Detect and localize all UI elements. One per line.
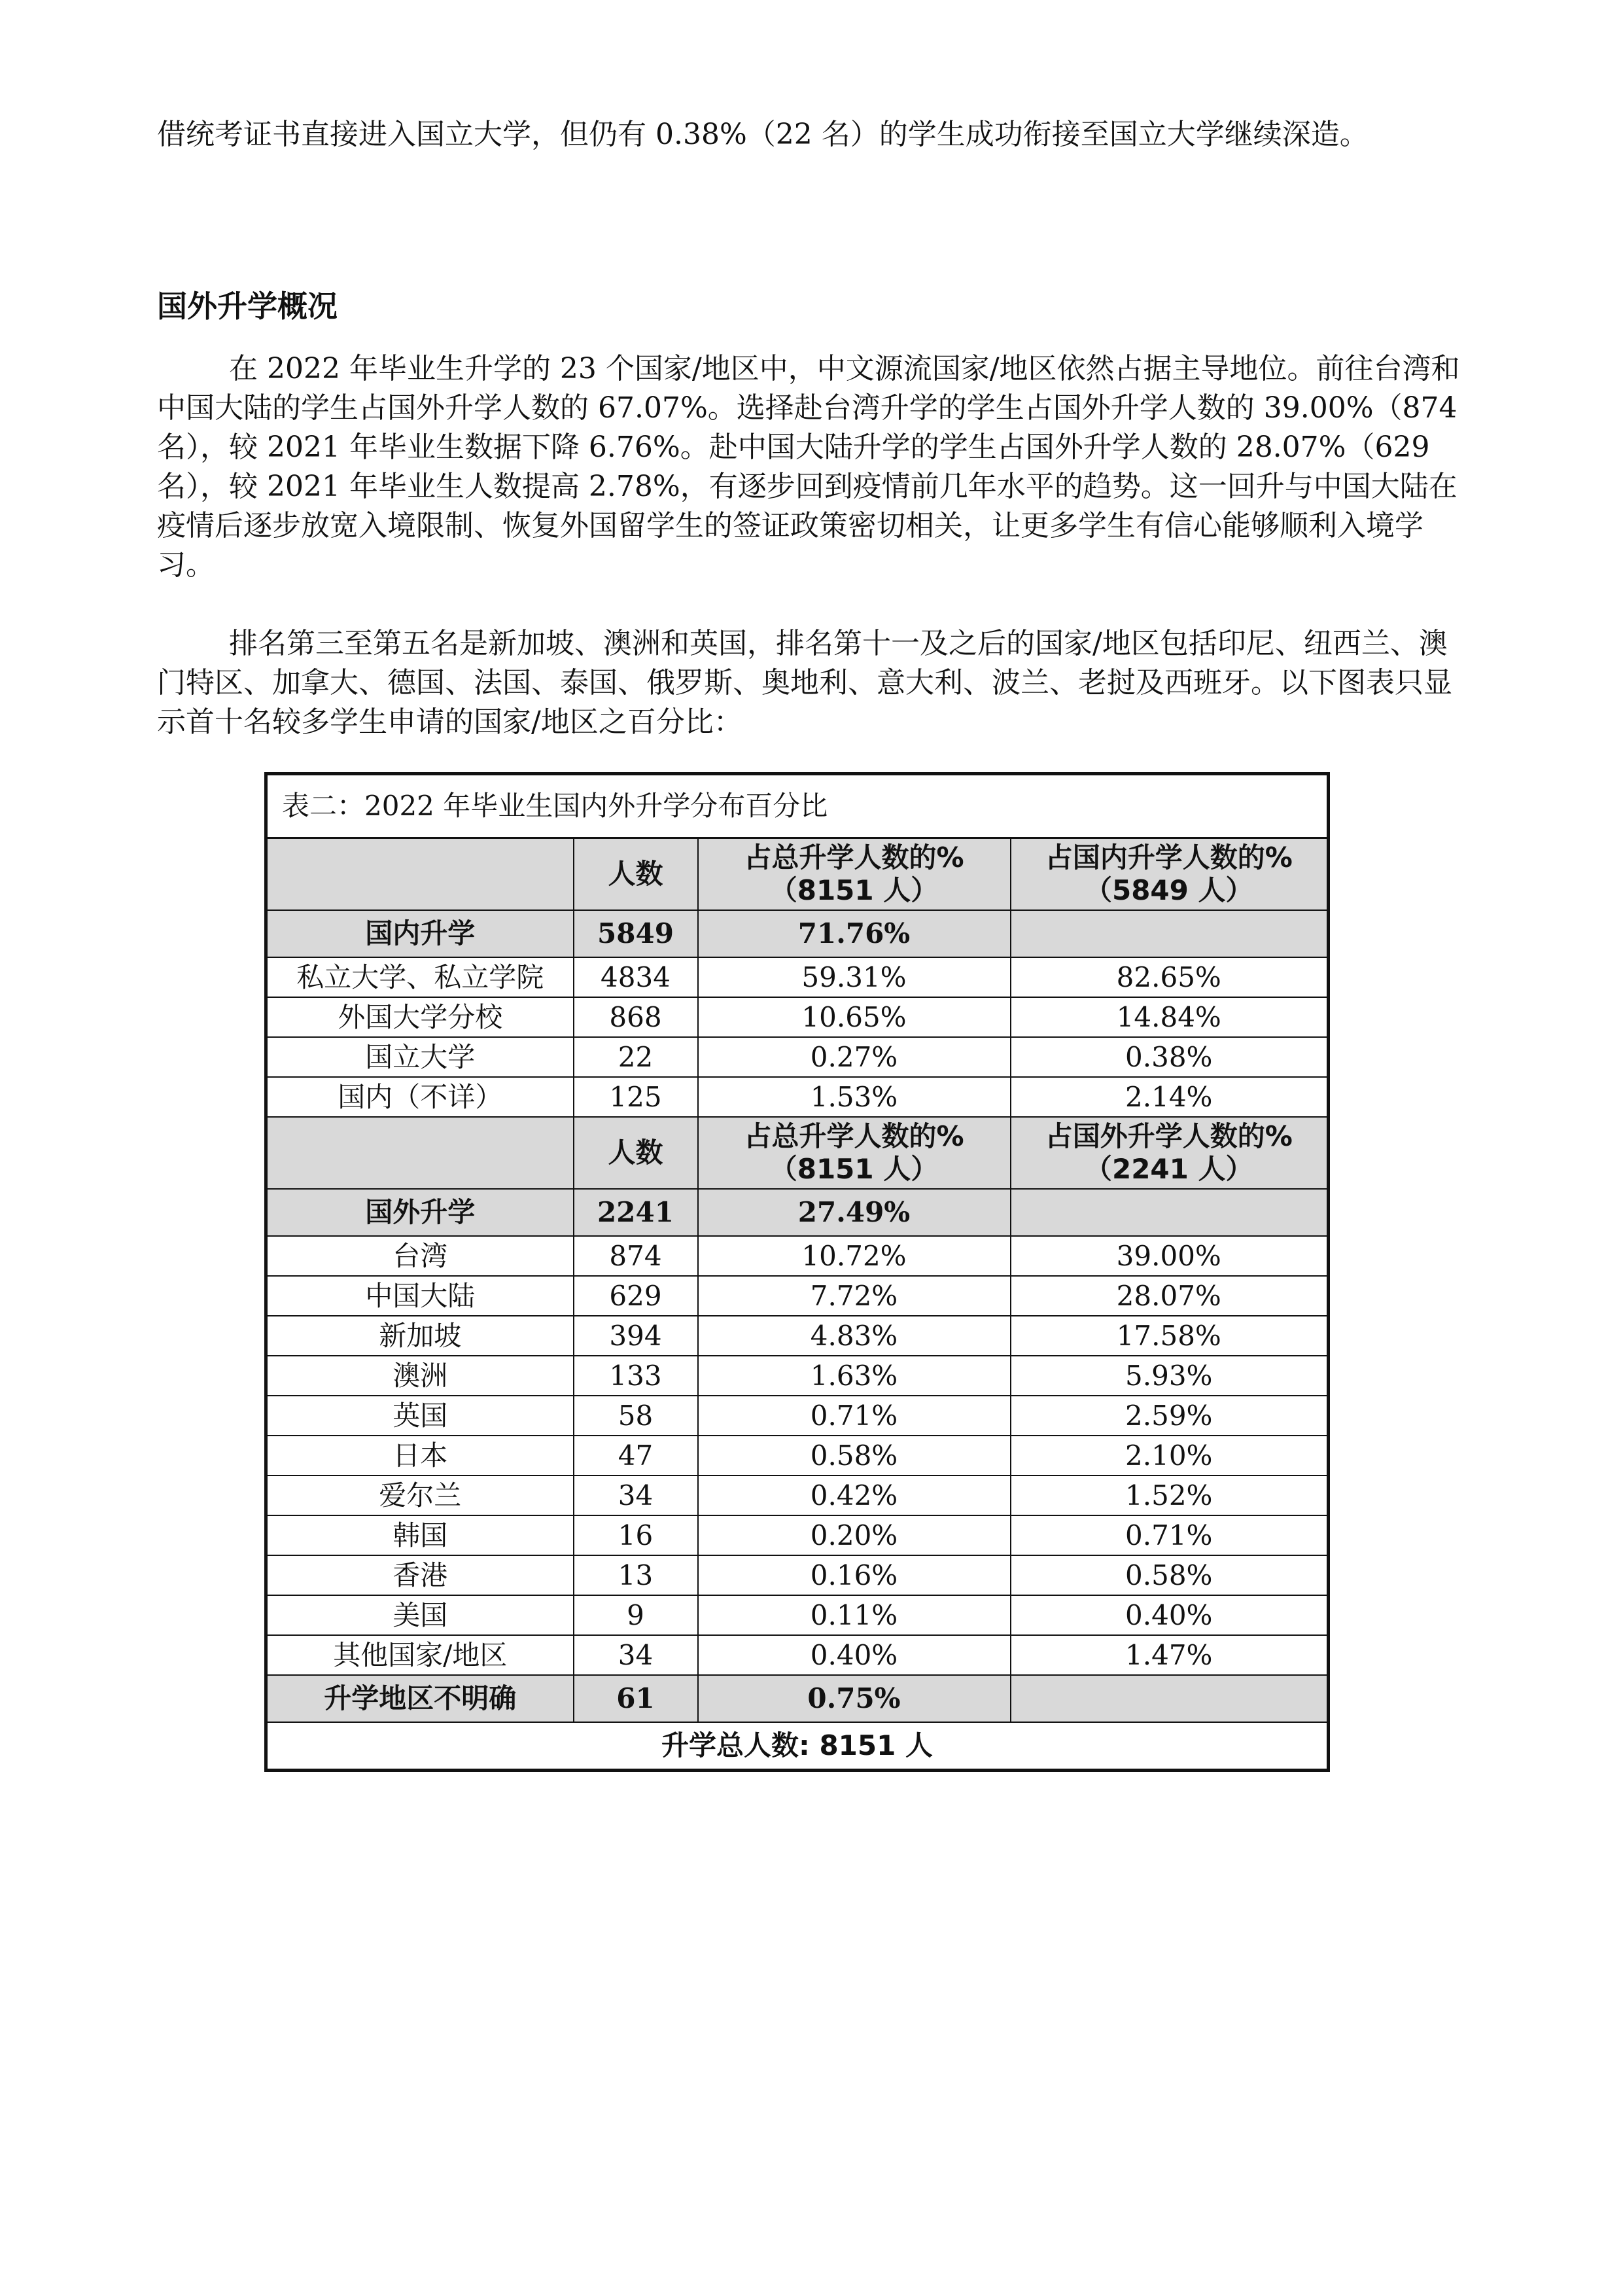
row-pct-group: 1.47% bbox=[1011, 1635, 1329, 1675]
row-count: 125 bbox=[574, 1077, 698, 1117]
header-pct-total-line2: （8151 人） bbox=[769, 1153, 939, 1185]
table-row bbox=[266, 1396, 1329, 1436]
header-pct-total bbox=[698, 838, 1011, 911]
row-pct-total: 0.71% bbox=[698, 1396, 1011, 1436]
header-pct-total bbox=[698, 1117, 1011, 1189]
unknown-group-row bbox=[266, 1675, 1329, 1722]
table-row bbox=[266, 1077, 1329, 1117]
group-pct-total: 71.76% bbox=[698, 910, 1011, 957]
row-label: 私立大学、私立学院 bbox=[266, 957, 574, 997]
table-row bbox=[266, 1236, 1329, 1276]
row-count: 629 bbox=[574, 1276, 698, 1316]
row-count: 394 bbox=[574, 1316, 698, 1356]
group-pct-group bbox=[1011, 1675, 1329, 1722]
row-label: 日本 bbox=[266, 1436, 574, 1475]
table-caption: 表二：2022 年毕业生国内外升学分布百分比 bbox=[266, 774, 1329, 838]
ranking-paragraph: 排名第三至第五名是新加坡、澳洲和英国，排名第十一及之后的国家/地区包括印尼、纽西兰、澳门特区、加拿大、德国、法国、泰国、俄罗斯、奥地利、意大利、波兰、老挝及西班牙。以下图表只显示首十名较多学生申请的国家/地区之百分比： bbox=[157, 627, 1452, 739]
row-pct-group: 0.38% bbox=[1011, 1037, 1329, 1077]
row-pct-total: 0.42% bbox=[698, 1475, 1011, 1515]
row-pct-total: 0.40% bbox=[698, 1635, 1011, 1675]
row-pct-group: 2.10% bbox=[1011, 1436, 1329, 1475]
row-label: 美国 bbox=[266, 1595, 574, 1635]
header-pct-group-line1: 占国外升学人数的% bbox=[1045, 1120, 1293, 1152]
row-label: 澳洲 bbox=[266, 1356, 574, 1396]
foreign-header-row bbox=[266, 1117, 1329, 1189]
group-count: 61 bbox=[574, 1675, 698, 1722]
row-count: 22 bbox=[574, 1037, 698, 1077]
total-students: 升学总人数: 8151 人 bbox=[266, 1722, 1329, 1771]
group-label: 升学地区不明确 bbox=[266, 1675, 574, 1722]
row-pct-group: 0.40% bbox=[1011, 1595, 1329, 1635]
group-label: 国内升学 bbox=[266, 910, 574, 957]
row-pct-total: 1.63% bbox=[698, 1356, 1011, 1396]
row-count: 13 bbox=[574, 1555, 698, 1595]
row-pct-group: 28.07% bbox=[1011, 1276, 1329, 1316]
table-row bbox=[266, 1595, 1329, 1635]
row-label: 爱尔兰 bbox=[266, 1475, 574, 1515]
section-heading: 国外升学概况 bbox=[157, 289, 338, 324]
row-count: 47 bbox=[574, 1436, 698, 1475]
row-pct-group: 0.58% bbox=[1011, 1555, 1329, 1595]
row-label: 台湾 bbox=[266, 1236, 574, 1276]
row-label: 新加坡 bbox=[266, 1316, 574, 1356]
row-label: 国内（不详） bbox=[266, 1077, 574, 1117]
row-label: 中国大陆 bbox=[266, 1276, 574, 1316]
row-pct-group: 17.58% bbox=[1011, 1316, 1329, 1356]
row-pct-group: 2.14% bbox=[1011, 1077, 1329, 1117]
row-label: 韩国 bbox=[266, 1515, 574, 1555]
header-pct-group-line2: （5849 人） bbox=[1084, 874, 1253, 906]
domestic-group-row bbox=[266, 910, 1329, 957]
row-pct-total: 10.65% bbox=[698, 997, 1011, 1037]
header-count: 人数 bbox=[574, 1117, 698, 1189]
overview-paragraph: 在 2022 年毕业生升学的 23 个国家/地区中，中文源流国家/地区依然占据主导地位。前往台湾和中国大陆的学生占国外升学人数的 67.07%。选择赴台湾升学的学生占国外升学人数的 39.00%（874 名），较 2021 年毕业生数据下降 6.76%。赴中国大陆升学的学生占国外升学人数的 28.07%（629 名），较 2021 年毕业生人数提高 2.78%，有逐步回到疫情前几年水平的趋势。这一回升与中国大陆在疫情后逐步放宽入境限制、恢复外国留学生的签证政策密切相关，让更多学生有信心能够顺利入境学习。 bbox=[157, 352, 1460, 582]
header-blank-cell bbox=[266, 1117, 574, 1189]
row-pct-total: 0.58% bbox=[698, 1436, 1011, 1475]
header-pct-group bbox=[1011, 838, 1329, 911]
table-row bbox=[266, 1276, 1329, 1316]
row-count: 16 bbox=[574, 1515, 698, 1555]
table-row bbox=[266, 1475, 1329, 1515]
row-count: 4834 bbox=[574, 957, 698, 997]
row-pct-total: 10.72% bbox=[698, 1236, 1011, 1276]
header-pct-total-line1: 占总升学人数的% bbox=[744, 841, 964, 874]
header-pct-total-line2: （8151 人） bbox=[769, 874, 939, 906]
foreign-group-row bbox=[266, 1189, 1329, 1236]
row-count: 34 bbox=[574, 1635, 698, 1675]
row-pct-group: 2.59% bbox=[1011, 1396, 1329, 1436]
row-label: 国立大学 bbox=[266, 1037, 574, 1077]
row-count: 34 bbox=[574, 1475, 698, 1515]
table-row bbox=[266, 1316, 1329, 1356]
total-row bbox=[266, 1722, 1329, 1771]
row-pct-total: 0.27% bbox=[698, 1037, 1011, 1077]
table-row bbox=[266, 997, 1329, 1037]
table-row bbox=[266, 1635, 1329, 1675]
row-label: 香港 bbox=[266, 1555, 574, 1595]
table-row bbox=[266, 1515, 1329, 1555]
row-pct-group: 1.52% bbox=[1011, 1475, 1329, 1515]
group-count: 2241 bbox=[574, 1189, 698, 1236]
header-pct-group bbox=[1011, 1117, 1329, 1189]
row-pct-group: 82.65% bbox=[1011, 957, 1329, 997]
table-caption-row bbox=[266, 774, 1329, 838]
row-count: 9 bbox=[574, 1595, 698, 1635]
domestic-header-row bbox=[266, 838, 1329, 911]
table-row bbox=[266, 1555, 1329, 1595]
row-pct-total: 0.11% bbox=[698, 1595, 1011, 1635]
row-pct-total: 0.16% bbox=[698, 1555, 1011, 1595]
header-pct-group-line2: （2241 人） bbox=[1084, 1153, 1253, 1185]
row-pct-group: 39.00% bbox=[1011, 1236, 1329, 1276]
table-row bbox=[266, 1037, 1329, 1077]
group-pct-total: 0.75% bbox=[698, 1675, 1011, 1722]
intro-paragraph: 借统考证书直接进入国立大学，但仍有 0.38%（22 名）的学生成功衔接至国立大学继续深造。 bbox=[157, 118, 1369, 151]
row-pct-total: 59.31% bbox=[698, 957, 1011, 997]
row-count: 868 bbox=[574, 997, 698, 1037]
row-count: 133 bbox=[574, 1356, 698, 1396]
row-pct-group: 0.71% bbox=[1011, 1515, 1329, 1555]
group-pct-group bbox=[1011, 1189, 1329, 1236]
table-row bbox=[266, 1356, 1329, 1396]
row-count: 58 bbox=[574, 1396, 698, 1436]
group-pct-group bbox=[1011, 910, 1329, 957]
row-pct-total: 4.83% bbox=[698, 1316, 1011, 1356]
row-pct-group: 5.93% bbox=[1011, 1356, 1329, 1396]
row-label: 英国 bbox=[266, 1396, 574, 1436]
row-pct-total: 7.72% bbox=[698, 1276, 1011, 1316]
row-pct-group: 14.84% bbox=[1011, 997, 1329, 1037]
header-blank-cell bbox=[266, 838, 574, 911]
header-count: 人数 bbox=[574, 838, 698, 911]
row-pct-total: 0.20% bbox=[698, 1515, 1011, 1555]
table-row bbox=[266, 1436, 1329, 1475]
row-count: 874 bbox=[574, 1236, 698, 1276]
distribution-table bbox=[264, 772, 1330, 1772]
row-label: 其他国家/地区 bbox=[266, 1635, 574, 1675]
header-pct-group-line1: 占国内升学人数的% bbox=[1045, 841, 1293, 874]
row-pct-total: 1.53% bbox=[698, 1077, 1011, 1117]
group-label: 国外升学 bbox=[266, 1189, 574, 1236]
group-pct-total: 27.49% bbox=[698, 1189, 1011, 1236]
row-label: 外国大学分校 bbox=[266, 997, 574, 1037]
table-row bbox=[266, 957, 1329, 997]
group-count: 5849 bbox=[574, 910, 698, 957]
header-pct-total-line1: 占总升学人数的% bbox=[744, 1120, 964, 1152]
